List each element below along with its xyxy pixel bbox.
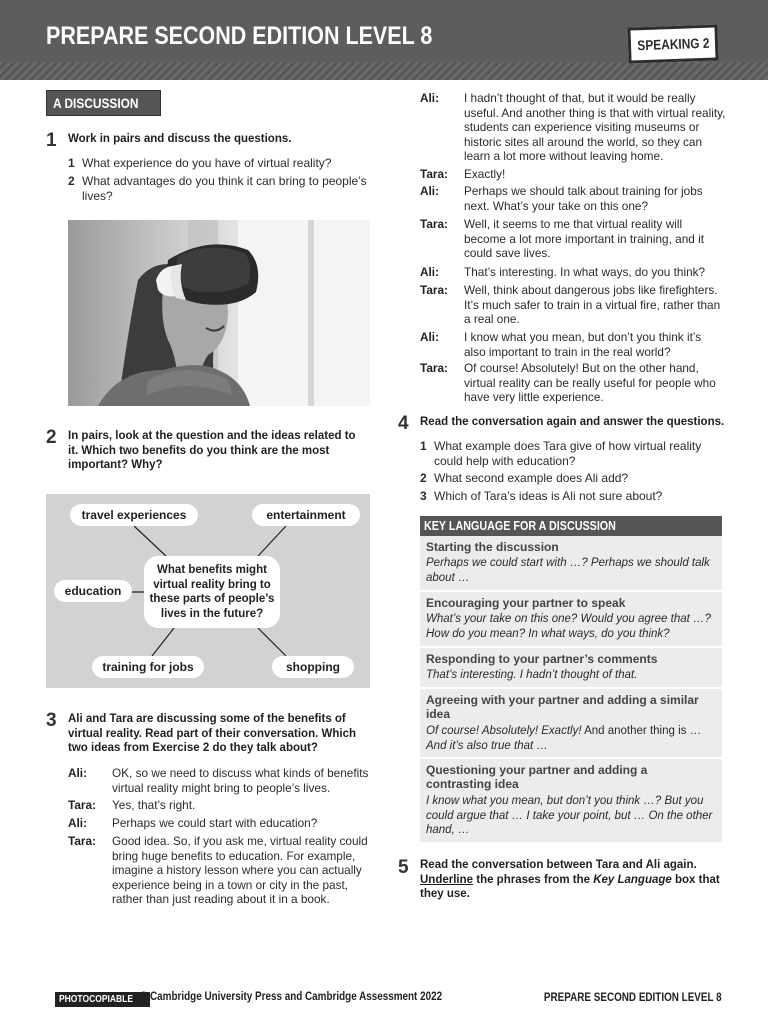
dialogue-speaker: Ali: [420,330,440,344]
exercise-4-question: 2 What second example does Ali add? [420,471,629,485]
exercise-5-number: 5 [398,857,409,878]
dialogue-line: Perhaps we should talk about training for jobs next. What’s your take on this one? [464,184,703,213]
key-language-phrases: I know what you mean, but don’t you think …? But you could argue that … I take your point, but … On the other hand, … [426,795,713,836]
dialogue-speaker: Ali: [420,91,440,105]
mind-map-central-question: What benefits might virtual reality bring to these parts of people’s lives in the future? [144,556,280,628]
key-language-section-title: Agreeing with your partner and adding a similar idea [426,693,699,721]
exercise-4-question: 1 What example does Tara give of how virtual reality could help with education? [420,439,702,468]
page-title: PREPARE SECOND EDITION LEVEL 8 [46,22,433,50]
exercise-4-number: 4 [398,413,409,434]
speaking-badge-label: SPEAKING 2 [636,34,710,54]
dialogue-line: Yes, that’s right. [112,798,196,812]
dialogue-speaker: Ali: [420,265,440,279]
dialogue-line: I know what you mean, but don’t you think it’s also important to train in the real world? [464,330,702,359]
benefits-mind-map [46,494,370,688]
key-language-phrases: Of course! Absolutely! Exactly! And another thing is … And it’s also true that … [426,725,702,752]
header-stripe [0,62,768,80]
dialogue-line: Perhaps we could start with education? [112,816,318,830]
dialogue-speaker: Tara: [420,167,448,181]
key-language-phrases: Perhaps we could start with …? Perhaps we should talk about … [426,557,710,584]
exercise-2-instruction: In pairs, look at the question and the ideas related to it. Which two benefits do you think are the most important? Why? [68,430,356,471]
key-language-section-title: Starting the discussion [426,540,559,554]
photocopiable-badge: PHOTOCOPIABLE [55,992,150,1007]
idea-entertainment: entertainment [252,504,360,526]
key-language-divider [420,687,722,689]
exercise-4-instruction: Read the conversation again and answer the questions. [420,416,725,428]
dialogue-line: Exactly! [464,167,506,181]
exercise-3-number: 3 [46,710,57,731]
key-language-divider [420,646,722,648]
speaking-badge [627,24,718,63]
dialogue-speaker: Ali: [68,816,88,830]
idea-shopping: shopping [272,656,354,678]
idea-training-for-jobs: training for jobs [92,656,204,678]
section-tag [46,90,161,116]
key-language-phrases: What’s your take on this one? Would you agree that …? How do you mean? In what ways, do you think? [426,613,711,640]
dialogue-speaker: Tara: [420,283,448,297]
vr-headset-photo [68,220,370,406]
exercise-1-number: 1 [46,130,57,151]
key-language-box [420,516,722,842]
key-language-divider [420,757,722,759]
exercise-5-instruction: Read the conversation between Tara and Ali again. Underline the phrases from the Key Language box that they use. [420,859,720,900]
footer-level-label: PREPARE SECOND EDITION LEVEL 8 [544,992,722,1004]
dialogue-line: I hadn’t thought of that, but it would be really useful. And another thing is that with virtual reality, students can experience visiting museums or historic sites all around the world, so they can learn a lot more without leaving home. [464,91,726,163]
key-language-phrases: That’s interesting. I hadn’t thought of that. [426,669,638,681]
key-language-heading: KEY LANGUAGE FOR A DISCUSSION [420,516,722,536]
dialogue-speaker: Tara: [420,217,448,231]
dialogue-line: Good idea. So, if you ask me, virtual reality could bring huge benefits to education. For example, imagine a history lesson where you can actually experience being in a town or city in the past, rather than just reading about it in a book. [112,834,368,906]
idea-education: education [54,580,132,602]
key-language-divider [420,590,722,592]
exercise-1-instruction: Work in pairs and discuss the questions. [68,133,292,145]
dialogue-speaker: Tara: [68,798,96,812]
section-tag-label: A DISCUSSION [53,95,139,111]
dialogue-line: That’s interesting. In what ways, do you think? [464,265,706,279]
woman-vr-illustration [68,220,370,406]
key-language-section-title: Questioning your partner and adding a contrasting idea [426,763,648,791]
exercise-4-question: 3 Which of Tara’s ideas is Ali not sure about? [420,489,663,503]
dialogue-line: Well, think about dangerous jobs like firefighters. It’s much safer to train in a virtual fire, rather than a real one. [464,283,721,326]
exercise-1-question: 2 What advantages do you think it can bring to people’s lives? [68,174,367,203]
key-language-section-title: Responding to your partner’s comments [426,652,658,666]
dialogue-speaker: Tara: [420,361,448,375]
exercise-1-question: 1 What experience do you have of virtual reality? [68,156,332,170]
dialogue-line: Of course! Absolutely! But on the other hand, virtual reality can be really useful for people who have very little experience. [464,361,716,404]
exercise-3-instruction: Ali and Tara are discussing some of the benefits of virtual reality. Read part of their conversation. Which two ideas from Exercise 2 do they talk about? [68,713,356,754]
key-language-section-title: Encouraging your partner to speak [426,596,626,610]
dialogue-speaker: Ali: [68,766,88,780]
copyright-notice: © Cambridge University Press and Cambridge Assessment 2022 [140,991,443,1003]
dialogue-speaker: Tara: [68,834,96,848]
dialogue-line: Well, it seems to me that virtual reality will become a lot more important in training, and it could save lives. [464,217,704,260]
page-header [0,0,768,80]
dialogue-line: OK, so we need to discuss what kinds of benefits virtual reality might bring to people’s lives. [112,766,369,795]
dialogue-speaker: Ali: [420,184,440,198]
exercise-2-number: 2 [46,427,57,448]
idea-travel-experiences: travel experiences [70,504,198,526]
